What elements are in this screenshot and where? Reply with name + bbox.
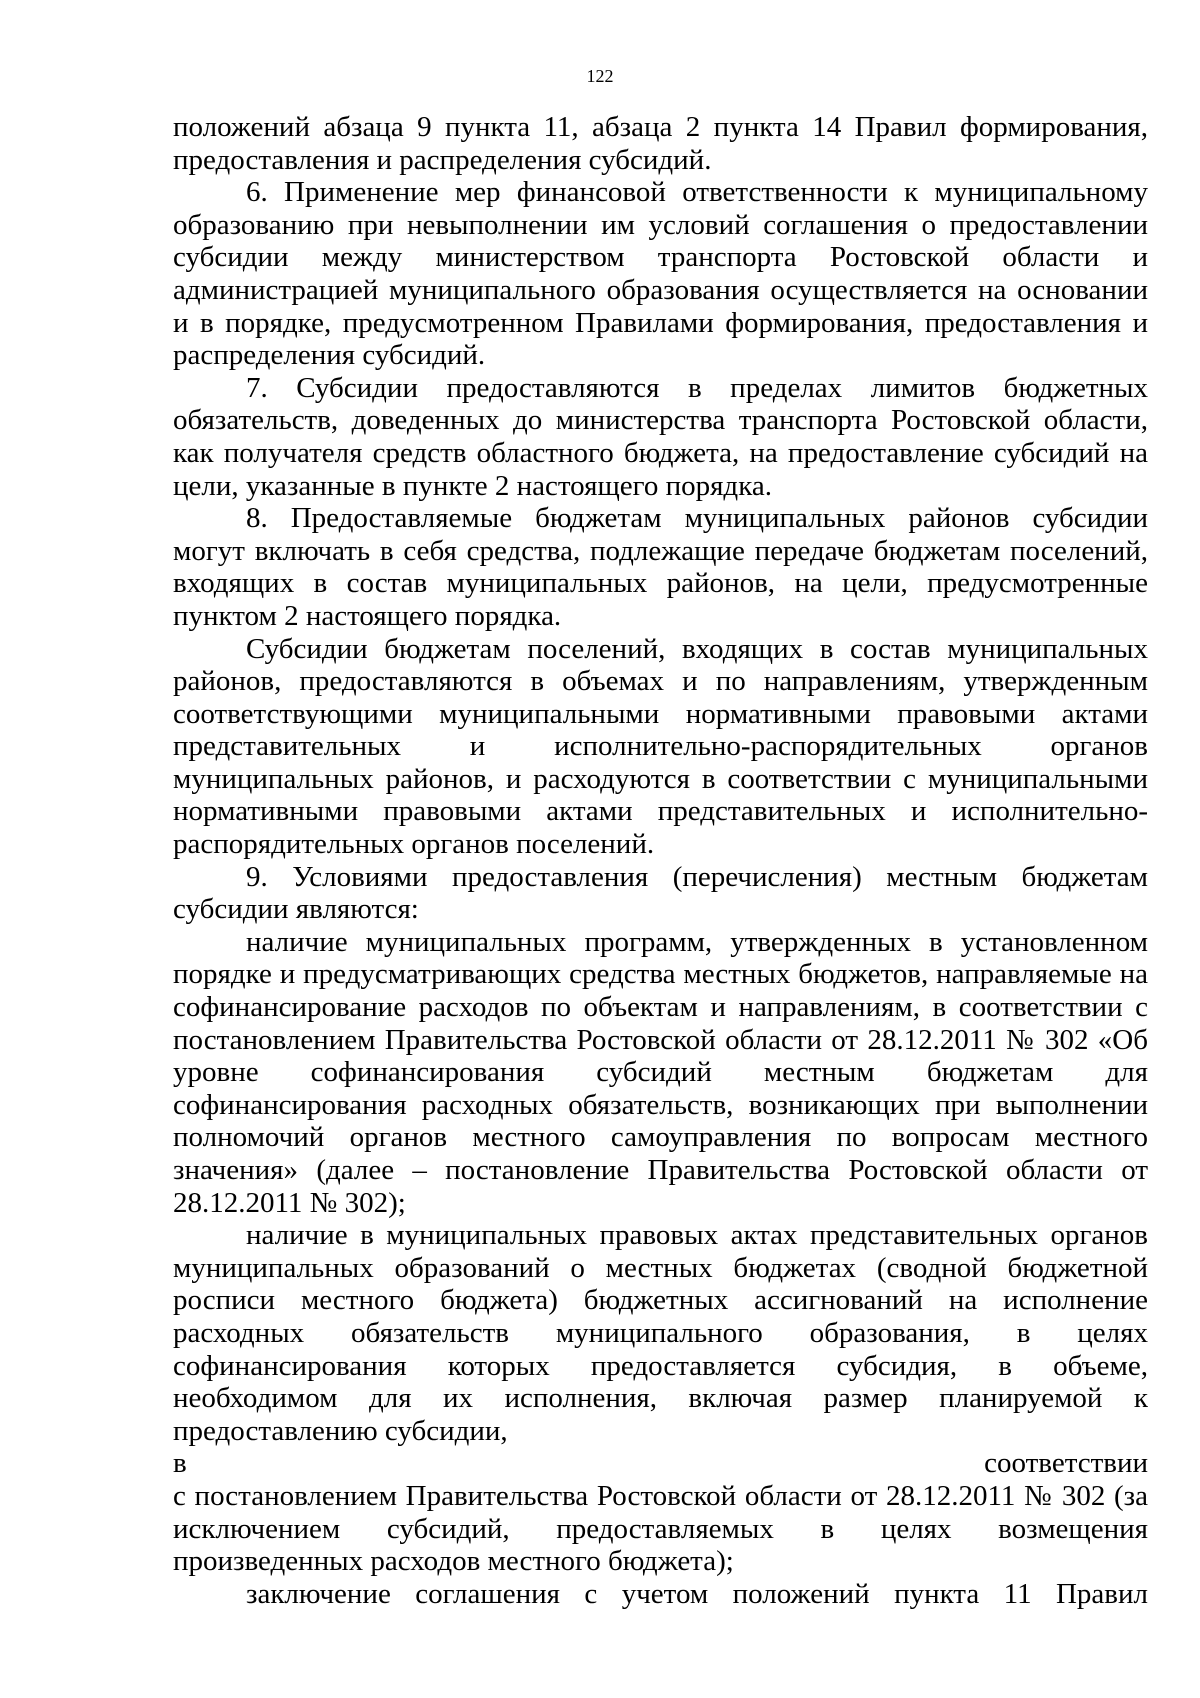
paragraph-item-8: 8. Предоставляемые бюджетам муниципальных районов субсидии могут включать в себя средства, подлежащие передаче бюджетам поселений, входящих в состав муниципальных районов, на цели, предусмотренные пунктом 2 настоящего порядка. <box>173 502 1148 632</box>
document-body <box>173 111 1148 1610</box>
paragraph-item-9: 9. Условиями предоставления (перечисления) местным бюджетам субсидии являются: <box>173 860 1148 926</box>
paragraph-continuation: положений абзаца 9 пункта 11, абзаца 2 пункта 14 Правил формирования, предоставления и распределения субсидий. <box>173 111 1148 176</box>
paragraph-item-7: 7. Субсидии предоставляются в пределах лимитов бюджетных обязательств, доведенных до министерства транспорта Ростовской области, как получателя средств областного бюджета, на предоставление субсидий на цели, указанные в пункте 2 настоящего порядка. <box>173 371 1148 502</box>
paragraph-item-6: 6. Применение мер финансовой ответственности к муниципальному образованию при невыполнении им условий соглашения о предоставлении субсидии между министерством транспорта Ростовской области и администрацией муниципального образования осуществляется на основании и в порядке, предусмотренном Правилами формирования, предоставления и распределения субсидий. <box>173 176 1148 372</box>
page-number: 122 <box>586 66 614 86</box>
paragraph-settlement-subsidies: Субсидии бюджетам поселений, входящих в состав муниципальных районов, предоставляются в объемах и по направлениям, утвержденным соответствующими муниципальными нормативными правовыми актами представительных и исполнительно-распорядительных органов муниципальных районов, и расходуются в соответствии с муниципальными нормативными правовыми актами представительных и исполнительно-распорядительных органов поселений. <box>173 632 1148 861</box>
paragraph-condition-programs: наличие муниципальных программ, утвержденных в установленном порядке и предусматривающих средства местных бюджетов, направляемые на софинансирование расходов по объектам и направлениям, в соответствии с постановлением Правительства Ростовской области от 28.12.2011 № 302 «Об уровне софинансирования субсидий местным бюджетам для софинансирования расходных обязательств, возникающих при выполнении полномочий органов местного самоуправления по вопросам местного значения» (далее – постановление Правительства Ростовской области от 28.12.2011 № 302); <box>173 925 1148 1219</box>
paragraph-condition-agreement: заключение соглашения с учетом положений пункта 11 Правил <box>246 1577 1148 1610</box>
paragraph-condition-budget-acts: наличие в муниципальных правовых актах представительных органов муниципальных образований о местных бюджетах (сводной бюджетной росписи местного бюджета) бюджетных ассигнований на исполнение расходных обязательств муниципального образования, в целях софинансирования которых предоставляется субсидия, в объеме, необходимом для их исполнения, включая размер планируемой к предоставлению субсидии, <box>173 1219 1148 1447</box>
paragraph-condition-budget-acts-line: в соответствии <box>173 1447 1148 1480</box>
paragraph-condition-budget-acts-cont: с постановлением Правительства Ростовской области от 28.12.2011 № 302 (за исключением субсидий, предоставляемых в целях возмещения произведенных расходов местного бюджета); <box>173 1479 1148 1578</box>
